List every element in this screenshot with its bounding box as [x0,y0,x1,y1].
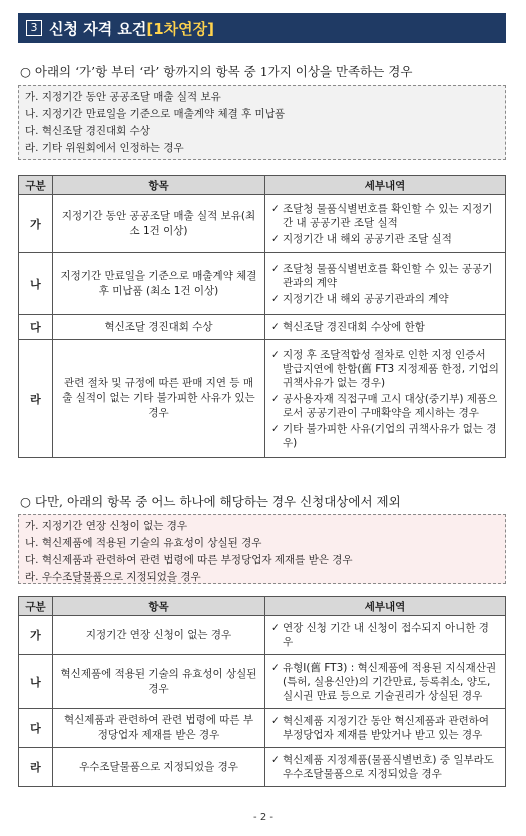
exclusion-box [18,514,506,584]
row-details [265,655,506,709]
table-header-row [19,597,506,616]
page-number: - 2 - [253,812,273,823]
table-row [19,195,506,253]
row-id: 다 [19,315,53,340]
col-header-details: 세부내역 [265,176,506,195]
row-details [265,195,506,253]
section-number: 3 [26,20,42,36]
table-header-row [19,176,506,195]
col-header-item: 항목 [53,176,265,195]
col-header-category: 구분 [19,597,53,616]
check-icon: ✓ [271,661,280,674]
row-details [265,616,506,655]
table-row [19,748,506,787]
exclusion-item: 라. 우수조달물품으로 지정되었을 경우 [25,571,201,583]
detail-text: 기타 불가피한 사유(기업의 귀책사유가 없는 경우) [283,422,497,449]
col-header-item: 항목 [53,597,265,616]
check-icon: ✓ [271,321,280,333]
detail-text: 혁신조달 경진대회 수상에 한함 [283,321,425,333]
table-row [19,340,506,458]
detail-text: 연장 신청 기간 내 신청이 접수되지 아니한 경우 [283,622,489,648]
row-item: 우수조달물품으로 지정되었을 경우 [53,748,265,787]
row-item: 지정기간 만료일을 기준으로 매출계약 체결 후 미납품 (최소 1건 이상) [53,253,265,315]
check-icon: ✓ [271,422,280,435]
row-item: 지정기간 연장 신청이 없는 경우 [53,616,265,655]
criteria-item: 나. 지정기간 만료일을 기준으로 매출계약 체결 후 미납품 [25,108,285,120]
check-icon: ✓ [271,262,280,275]
check-icon: ✓ [271,622,280,634]
row-item: 관련 절차 및 규정에 따른 판매 지연 등 매출 실적이 없는 기타 불가피한 사유가 있는 경우 [53,340,265,458]
check-icon: ✓ [271,715,280,727]
check-icon: ✓ [271,348,280,361]
row-item: 지정기간 동안 공공조달 매출 실적 보유(최소 1건 이상) [53,195,265,253]
table-row [19,253,506,315]
row-id: 가 [19,195,53,253]
row-item: 혁신제품과 관련하여 관련 법령에 따른 부정당업자 제재를 받은 경우 [53,709,265,748]
eligibility-intro: ○ 아래의 ‘가’항 부터 ‘라’ 항까지의 항목 중 1가지 이상을 만족하는 경우 [20,64,413,79]
detail-text: 조달청 물품식별번호를 확인할 수 있는 지정기간 내 공공기관 조달 실적 [283,202,493,229]
exclusion-item: 다. 혁신제품과 관련하여 관련 법령에 따른 부정당업자 제재를 받은 경우 [25,554,353,566]
table-row [19,616,506,655]
exclusion-table [18,596,506,787]
row-details [265,748,506,787]
row-details [265,709,506,748]
row-id: 라 [19,748,53,787]
row-details [265,315,506,340]
col-header-details: 세부내역 [265,597,506,616]
criteria-item: 라. 기타 위원회에서 인정하는 경우 [25,142,184,154]
row-id: 가 [19,616,53,655]
section-header [18,13,506,43]
detail-text: 유형Ⅰ(舊 FT3) : 혁신제품에 적용된 지식재산권(특허, 실용신안)의 기간만료, 등록취소, 양도, 실시권 만료 등으로 기술권리가 상실된 경우 [283,661,497,702]
section-title: 신청 자격 요건 [49,19,147,38]
check-icon: ✓ [271,292,280,305]
criteria-item: 가. 지정기간 동안 공공조달 매출 실적 보유 [25,91,221,103]
detail-text: 지정기간 내 해외 공공기관과의 계약 [283,292,449,305]
table-row [19,709,506,748]
detail-text: 공사용자재 직접구매 고시 대상(중기부) 제품으로서 공공기관이 구매확약을 제시하는 경우 [283,392,498,419]
row-item: 혁신조달 경진대회 수상 [53,315,265,340]
table-row [19,655,506,709]
check-icon: ✓ [271,754,280,766]
row-details [265,340,506,458]
row-item: 혁신제품에 적용된 기술의 유효성이 상실된 경우 [53,655,265,709]
detail-text: 지정 후 조달적합성 절차로 인한 지정 인증서 발급지연에 한함(舊 FT3 지정제품 한정, 기업의 귀책사유가 없는 경우) [283,348,499,389]
check-icon: ✓ [271,202,280,215]
table-row [19,315,506,340]
row-id: 다 [19,709,53,748]
exclusion-item: 가. 지정기간 연장 신청이 없는 경우 [25,520,188,532]
row-id: 나 [19,253,53,315]
exclusion-item: 나. 혁신제품에 적용된 기술의 유효성이 상실된 경우 [25,537,262,549]
exclusion-intro: ○ 다만, 아래의 항목 중 어느 하나에 해당하는 경우 신청대상에서 제외 [20,494,401,509]
col-header-category: 구분 [19,176,53,195]
row-id: 나 [19,655,53,709]
eligibility-table [18,175,506,458]
check-icon: ✓ [271,392,280,405]
detail-text: 지정기간 내 해외 공공기관 조달 실적 [283,232,452,245]
detail-text: 조달청 물품식별번호를 확인할 수 있는 공공기관과의 계약 [283,262,493,289]
detail-text: 혁신제품 지정기간 동안 혁신제품과 관련하여 부정당업자 제재를 받았거나 받고 있는 경우 [283,715,490,741]
row-id: 라 [19,340,53,458]
check-icon: ✓ [271,232,280,245]
criteria-box [18,85,506,160]
row-details [265,253,506,315]
section-tag: [1차연장] [146,19,215,38]
criteria-item: 다. 혁신조달 경진대회 수상 [25,125,150,137]
detail-text: 혁신제품 지정제품(물품식별번호) 중 일부라도 우수조달물품으로 지정되었을 경우 [283,754,494,780]
